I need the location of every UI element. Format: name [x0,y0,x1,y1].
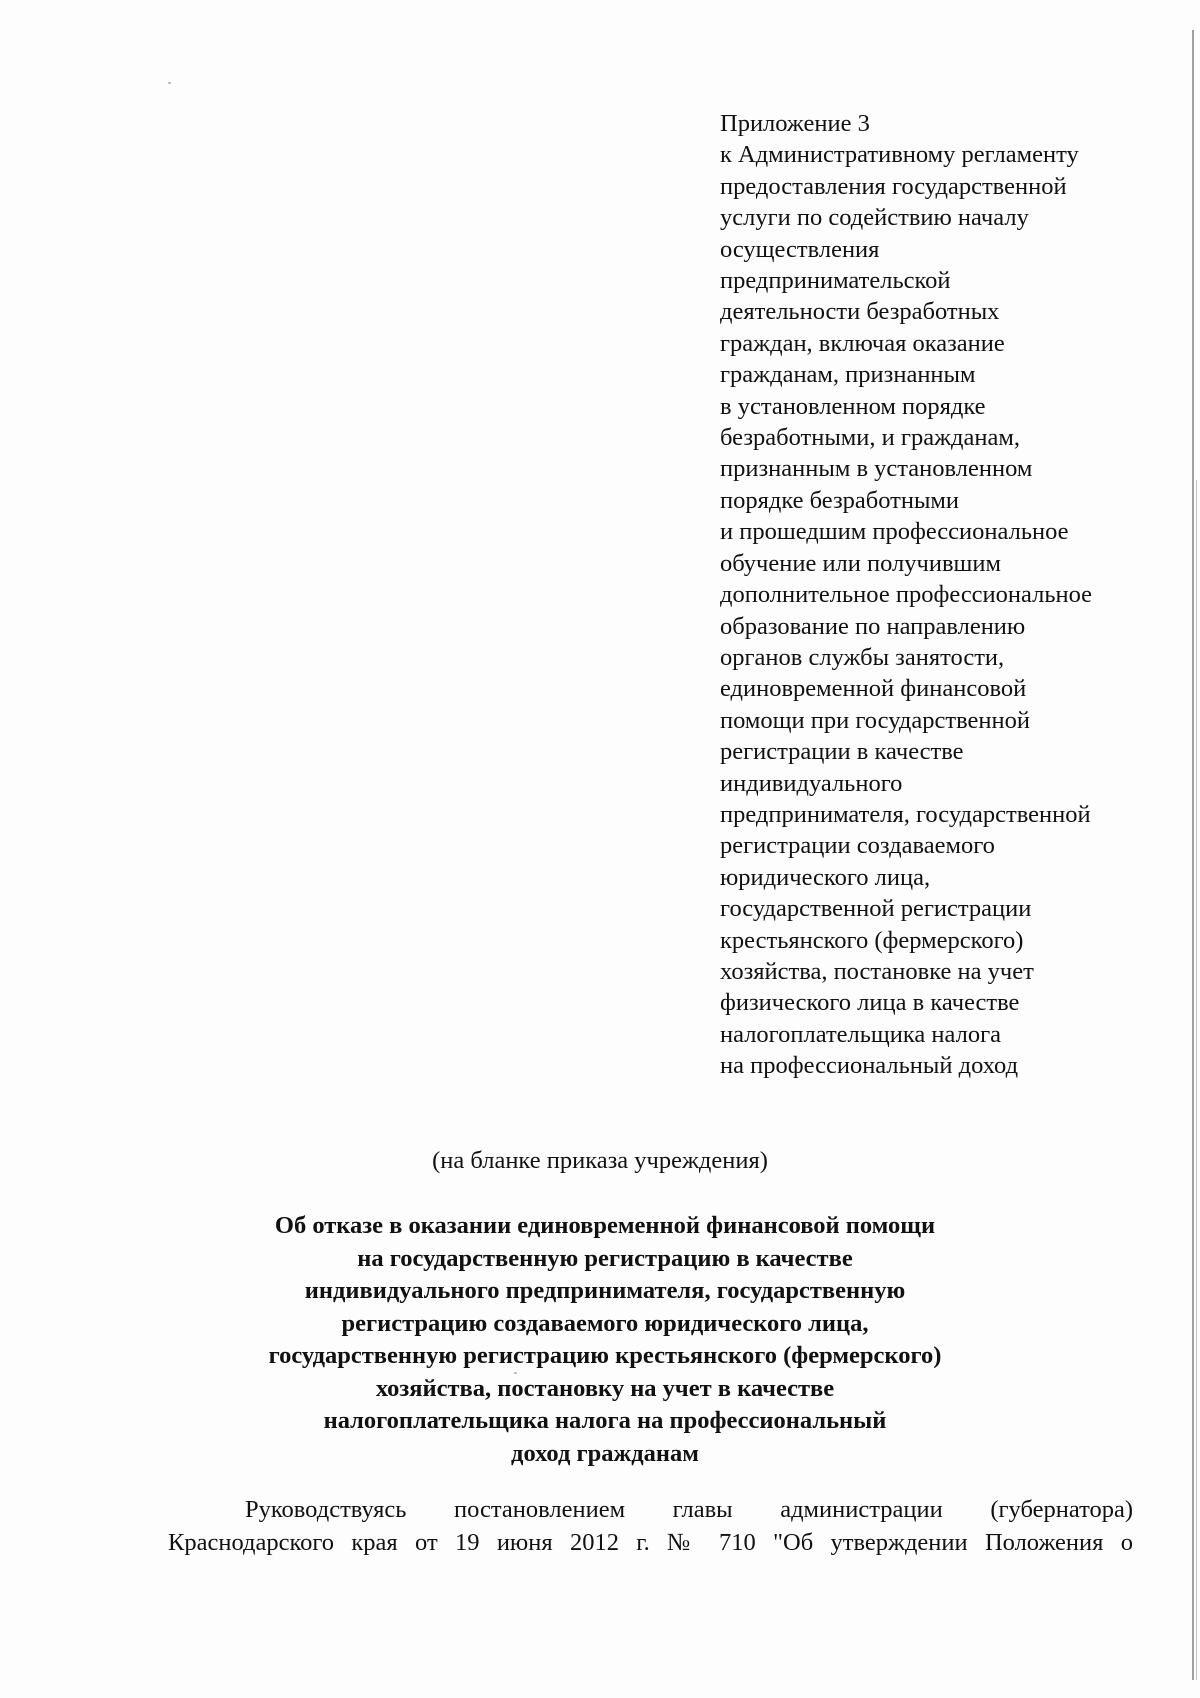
appendix-line: регистрации в качестве [720,738,964,766]
appendix-line: Приложение 3 [720,110,870,137]
appendix-line: государственной регистрации [720,895,1032,923]
appendix-line: гражданам, признанным [720,361,976,389]
document-title [150,1210,1060,1470]
appendix-line: индивидуального [720,769,903,797]
title-line: налогоплательщика налога на профессиональный [323,1407,887,1434]
appendix-line: крестьянского (фермерского) [720,926,1024,954]
appendix-line: предпринимательской [720,267,951,295]
appendix-line: помощи при государственной [720,706,1030,734]
appendix-line: единовременной финансовой [720,675,1027,703]
appendix-line: дополнительное профессиональное [720,581,1093,609]
appendix-line: органов службы занятости, [720,643,1005,671]
body-paragraph [168,1494,1133,1559]
appendix-header [720,108,1140,1082]
appendix-line: порядке безработными [720,486,960,514]
body-line: Руководствуясь постановлением главы администрации (губернатора) [245,1496,1133,1523]
title-line: регистрацию создаваемого юридического лица, [341,1309,869,1337]
appendix-line: юридического лица, [720,863,931,891]
scan-speck [168,82,171,84]
appendix-line: к Административному регламенту [720,141,1079,169]
scan-edge-line [1192,30,1194,1680]
scan-edge-line-secondary [1196,480,1197,1680]
title-line: на государственную регистрацию в качестве [357,1244,853,1272]
appendix-line: предпринимателя, государственной [720,800,1091,828]
appendix-line: услуги по содействию началу [720,204,1029,232]
title-line: Об отказе в оказании единовременной финансовой помощи [274,1212,936,1239]
appendix-line: физического лица в качестве [720,989,1020,1017]
appendix-line: на профессиональный доход [720,1052,1019,1080]
appendix-line: осуществления [720,235,880,263]
appendix-line: признанным в установленном [720,455,1033,483]
appendix-line: в установленном порядке [720,392,986,420]
appendix-line: налогоплательщика налога [720,1020,1002,1048]
title-line: государственную регистрацию крестьянского (фермерского) [268,1342,942,1369]
title-line: хозяйства, постановку на учет в качестве [375,1374,835,1402]
appendix-line: хозяйства, постановке на учет [720,957,1034,985]
appendix-line: деятельности безработных [720,298,1000,326]
appendix-line: образование по направлению [720,612,1026,640]
title-line: индивидуального предпринимателя, государственную [304,1277,906,1304]
appendix-line: граждан, включая оказание [720,329,1005,357]
appendix-line: безработными, и гражданам, [720,424,1020,452]
appendix-line: обучение или получившим [720,549,1002,577]
appendix-line: и прошедшим профессиональное [720,518,1069,546]
blank-note: (на бланке приказа учреждения) [432,1147,768,1174]
title-line: доход гражданам [511,1439,699,1467]
appendix-line: регистрации создаваемого [720,832,995,860]
body-line: Краснодарского края от 19 июня 2012 г. № 710 "Об утверждении Положения о [168,1528,1133,1556]
appendix-line: предоставления государственной [720,172,1067,200]
